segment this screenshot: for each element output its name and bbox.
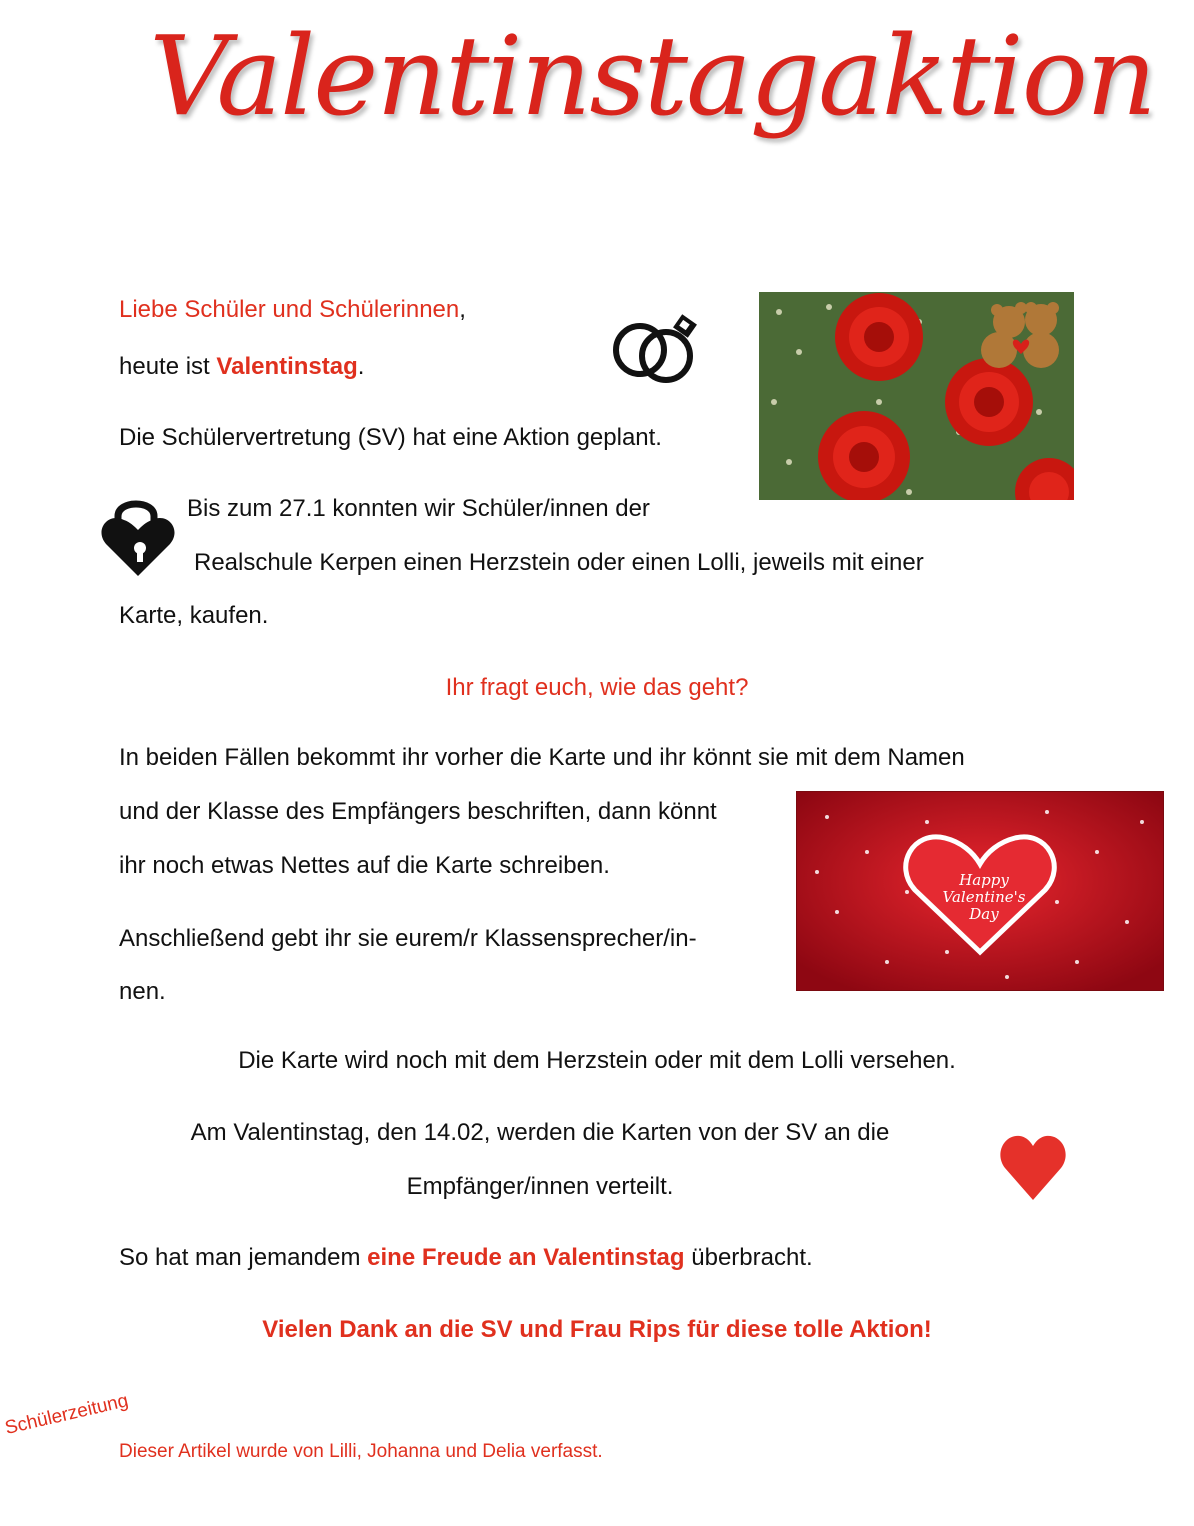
valentines-card-graphic [797, 792, 1163, 990]
page-title: Valentinstagaktion [149, 12, 1155, 140]
distribution-line-2: Empfänger/innen verteilt. [406, 1173, 674, 1200]
thanks: Vielen Dank an die SV und Frau Rips für diese tolle Aktion! [262, 1316, 932, 1343]
question: Ihr fragt euch, wie das geht? [445, 674, 749, 701]
both-cases-line-2: und der Klasse des Empfängers beschriften, dann könnt [119, 798, 717, 825]
until-line-1: Bis zum 27.1 konnten wir Schüler/innen der [187, 495, 650, 522]
until-line-2: Realschule Kerpen einen Herzstein oder einen Lolli, jeweils mit einer [194, 549, 924, 576]
rings-icon [608, 312, 704, 388]
today-pre: heute ist [119, 353, 217, 380]
newspaper-stamp: Schülerzeitung [3, 1390, 131, 1440]
today-post: . [357, 353, 365, 380]
card-text-line-3: Day [969, 905, 999, 923]
greeting [119, 295, 466, 325]
card-text-line-2: Valentine's [942, 888, 1026, 906]
joy-pre: So hat man jemandem [119, 1244, 368, 1271]
joy-line [119, 1243, 813, 1273]
roses-photo-graphic [759, 292, 1074, 500]
today-line [119, 352, 364, 382]
card-provided: Die Karte wird noch mit dem Herzstein oder mit dem Lolli versehen. [238, 1047, 956, 1074]
today-highlight: Valentinstag [216, 353, 358, 380]
heart-lock-icon [100, 492, 176, 578]
distribution-line-1: Am Valentinstag, den 14.02, werden die Karten von der SV an die [190, 1119, 890, 1146]
until-line-3: Karte, kaufen. [119, 602, 269, 629]
valentines-card-image [796, 791, 1164, 991]
card-text-line-1: Happy [959, 871, 1009, 889]
afterwards-line-2: nen. [119, 978, 166, 1005]
joy-highlight: eine Freude an Valentinstag [367, 1244, 685, 1271]
both-cases-line-1: In beiden Fällen bekommt ihr vorher die Karte und ihr könnt sie mit dem Namen [119, 744, 965, 771]
afterwards-line-1: Anschließend gebt ihr sie eurem/r Klassensprecher/in- [119, 925, 697, 952]
greeting-text: Liebe Schüler und Schülerinnen [119, 296, 460, 323]
roses-photo [759, 292, 1074, 500]
sv-plan: Die Schülervertretung (SV) hat eine Aktion geplant. [119, 424, 662, 451]
both-cases-line-3: ihr noch etwas Nettes auf die Karte schreiben. [119, 852, 610, 879]
heart-icon [998, 1130, 1068, 1202]
joy-post: überbracht. [684, 1244, 813, 1271]
greeting-comma: , [459, 296, 466, 323]
authors-note: Dieser Artikel wurde von Lilli, Johanna und Delia verfasst. [119, 1441, 603, 1462]
